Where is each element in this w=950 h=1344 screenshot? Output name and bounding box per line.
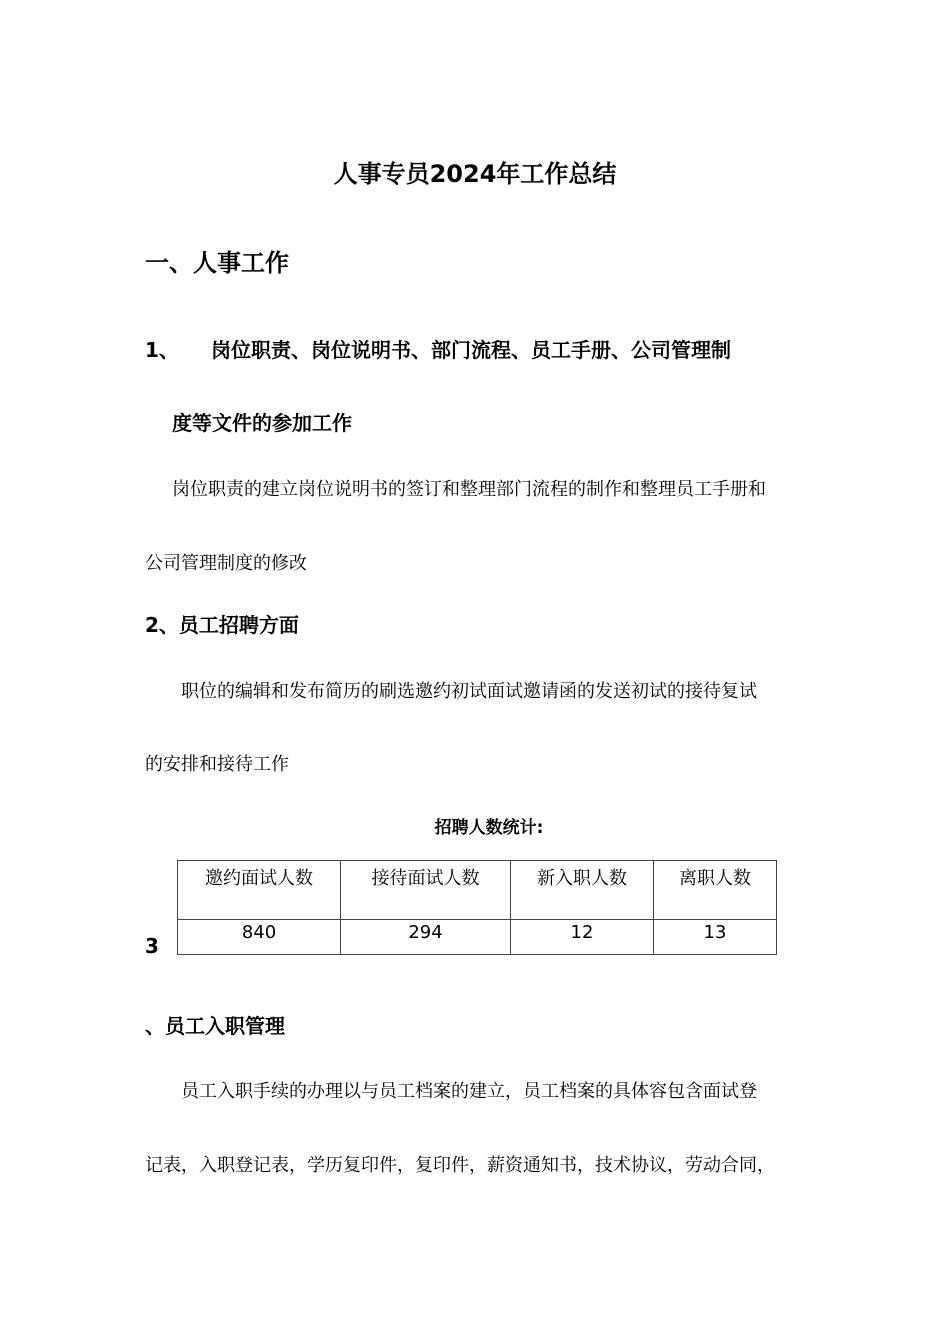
table-header-cell: 邀约面试人数: [178, 861, 341, 920]
table-header-cell: 接待面试人数: [341, 861, 511, 920]
item3-body-line1: 员工入职手续的办理以与员工档案的建立，员工档案的具体容包含面试登: [181, 1081, 757, 1102]
table-cell: 13: [654, 920, 777, 955]
item1-number: 1、: [145, 338, 179, 362]
table-cell: 840: [178, 920, 341, 955]
table-cell: 294: [341, 920, 511, 955]
item2-heading: 2、员工招聘方面: [145, 613, 299, 637]
table-header-cell: 新入职人数: [511, 861, 654, 920]
document-title: 人事专员2024年工作总结: [333, 160, 617, 188]
item1-heading-line1: 岗位职责、岗位说明书、部门流程、员工手册、公司管理制: [211, 338, 731, 362]
table-header-cell: 离职人数: [654, 861, 777, 920]
item1-heading-line2: 度等文件的参加工作: [172, 411, 352, 435]
item3-heading: 、员工入职管理: [145, 1014, 285, 1038]
section-heading-personnel: 一、人事工作: [145, 249, 289, 277]
table-row: [178, 920, 777, 955]
table-header-row: [178, 861, 777, 920]
recruit-stats-table: [177, 860, 777, 955]
item1-body-line2: 公司管理制度的修改: [145, 553, 307, 574]
item1-body-line1: 岗位职责的建立岗位说明书的签订和整理部门流程的制作和整理员工手册和: [172, 479, 766, 500]
item3-number: 3: [145, 934, 159, 958]
item2-body-line2: 的安排和接待工作: [145, 754, 289, 775]
item2-body-line1: 职位的编辑和发布简历的刷选邀约初试面试邀请函的发送初试的接待复试: [181, 681, 757, 702]
recruit-table-caption: 招聘人数统计:: [434, 818, 544, 838]
table-cell: 12: [511, 920, 654, 955]
item3-body-line2: 记表，入职登记表，学历复印件，复印件，薪资通知书，技术协议，劳动合同，: [145, 1155, 775, 1176]
